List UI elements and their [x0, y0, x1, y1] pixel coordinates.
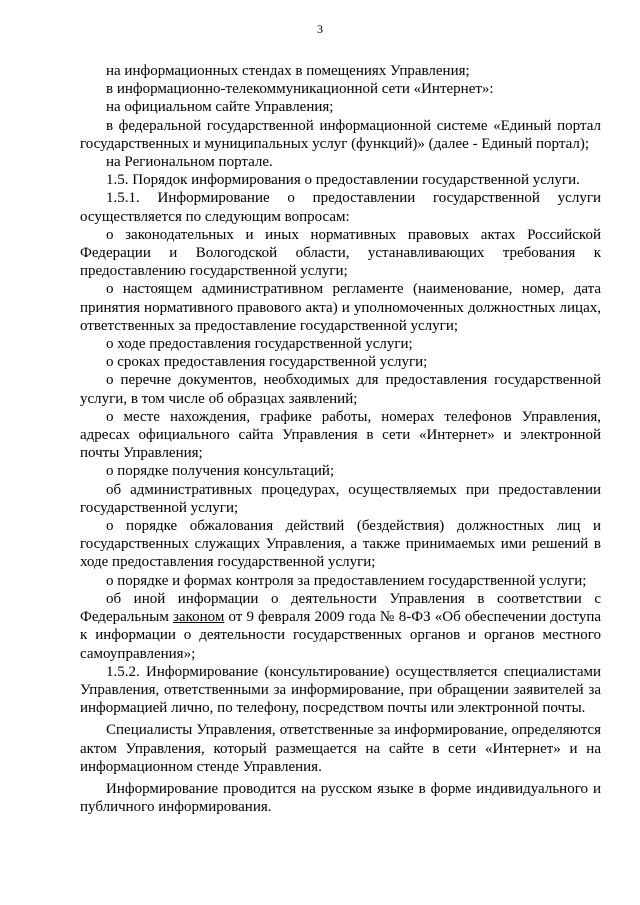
list-item: о ходе предоставления государственной услуги; — [106, 336, 413, 353]
paragraph: Специалисты Управления, ответственные за информирование, определяются актом Управления, который размещается на сайте в сети «Интернет» и на информационном стенде Управления. — [80, 722, 601, 775]
page-number: 3 — [317, 22, 323, 36]
paragraph: на Региональном портале. — [106, 154, 273, 171]
paragraph: в информационно-телекоммуникационной сети «Интернет»: — [106, 81, 494, 98]
list-item: о законодательных и иных нормативных правовых актах Российской Федерации и Вологодской области, устанавливающих требования к предоставлению государственной услуги; — [80, 226, 601, 280]
list-item: о порядке получения консультаций; — [106, 463, 335, 480]
law-text-after: от 9 февраля 2009 года № 8-ФЗ «Об обеспечении доступа к информации о деятельности государственных органов и органов местного самоуправления»; — [80, 609, 601, 662]
list-item: о порядке обжалования действий (бездействия) должностных лиц и государственных служащих Управления, а также принимаемых ими решений в ходе предоставления государственной услуги; — [80, 518, 601, 571]
paragraph: 1.5.2. Информирование (консультирование) осуществляется специалистами Управления, ответственными за информирование, при обращении заявителей за информацией лично, по телефону, посредством почты или электронной почты. — [80, 663, 601, 717]
document-body — [80, 62, 601, 816]
list-item: о порядке и формах контроля за предоставлением государственной услуги; — [106, 572, 587, 589]
paragraph: на информационных стендах в помещениях Управления; — [106, 63, 470, 79]
list-item: о настоящем административном регламенте (наименование, номер, дата принятия нормативного правового акта) и уполномоченных должностных лицах, ответственных за предоставление государственной услуги; — [80, 281, 601, 334]
list-item: о сроках предоставления государственной услуги; — [106, 354, 428, 371]
paragraph: на официальном сайте Управления; — [106, 99, 334, 116]
law-text-before: об иной информации о деятельности Управления в соответствии с Федеральным — [80, 590, 601, 626]
section-heading: 1.5. Порядок информирования о предоставлении государственной услуги. — [106, 172, 580, 189]
list-item-law — [80, 590, 601, 663]
paragraph: Информирование проводится на русском языке в форме индивидуального и публичного информирования. — [80, 780, 601, 816]
list-item: о месте нахождения, графике работы, номерах телефонов Управления, адресах официального сайта Управления в сети «Интернет» и электронной почты Управления; — [80, 408, 601, 462]
list-item: о перечне документов, необходимых для предоставления государственной услуги, в том числе об образцах заявлений; — [80, 372, 601, 407]
paragraph: 1.5.1. Информирование о предоставлении государственной услуги осуществляется по следующим вопросам: — [80, 190, 601, 225]
list-item: об административных процедурах, осуществляемых при предоставлении государственной услуги; — [80, 481, 601, 516]
paragraph: в федеральной государственной информационной системе «Единый портал государственных и муниципальных услуг (функций)» (далее - Единый портал); — [80, 117, 601, 152]
law-link[interactable]: законом — [172, 609, 225, 626]
